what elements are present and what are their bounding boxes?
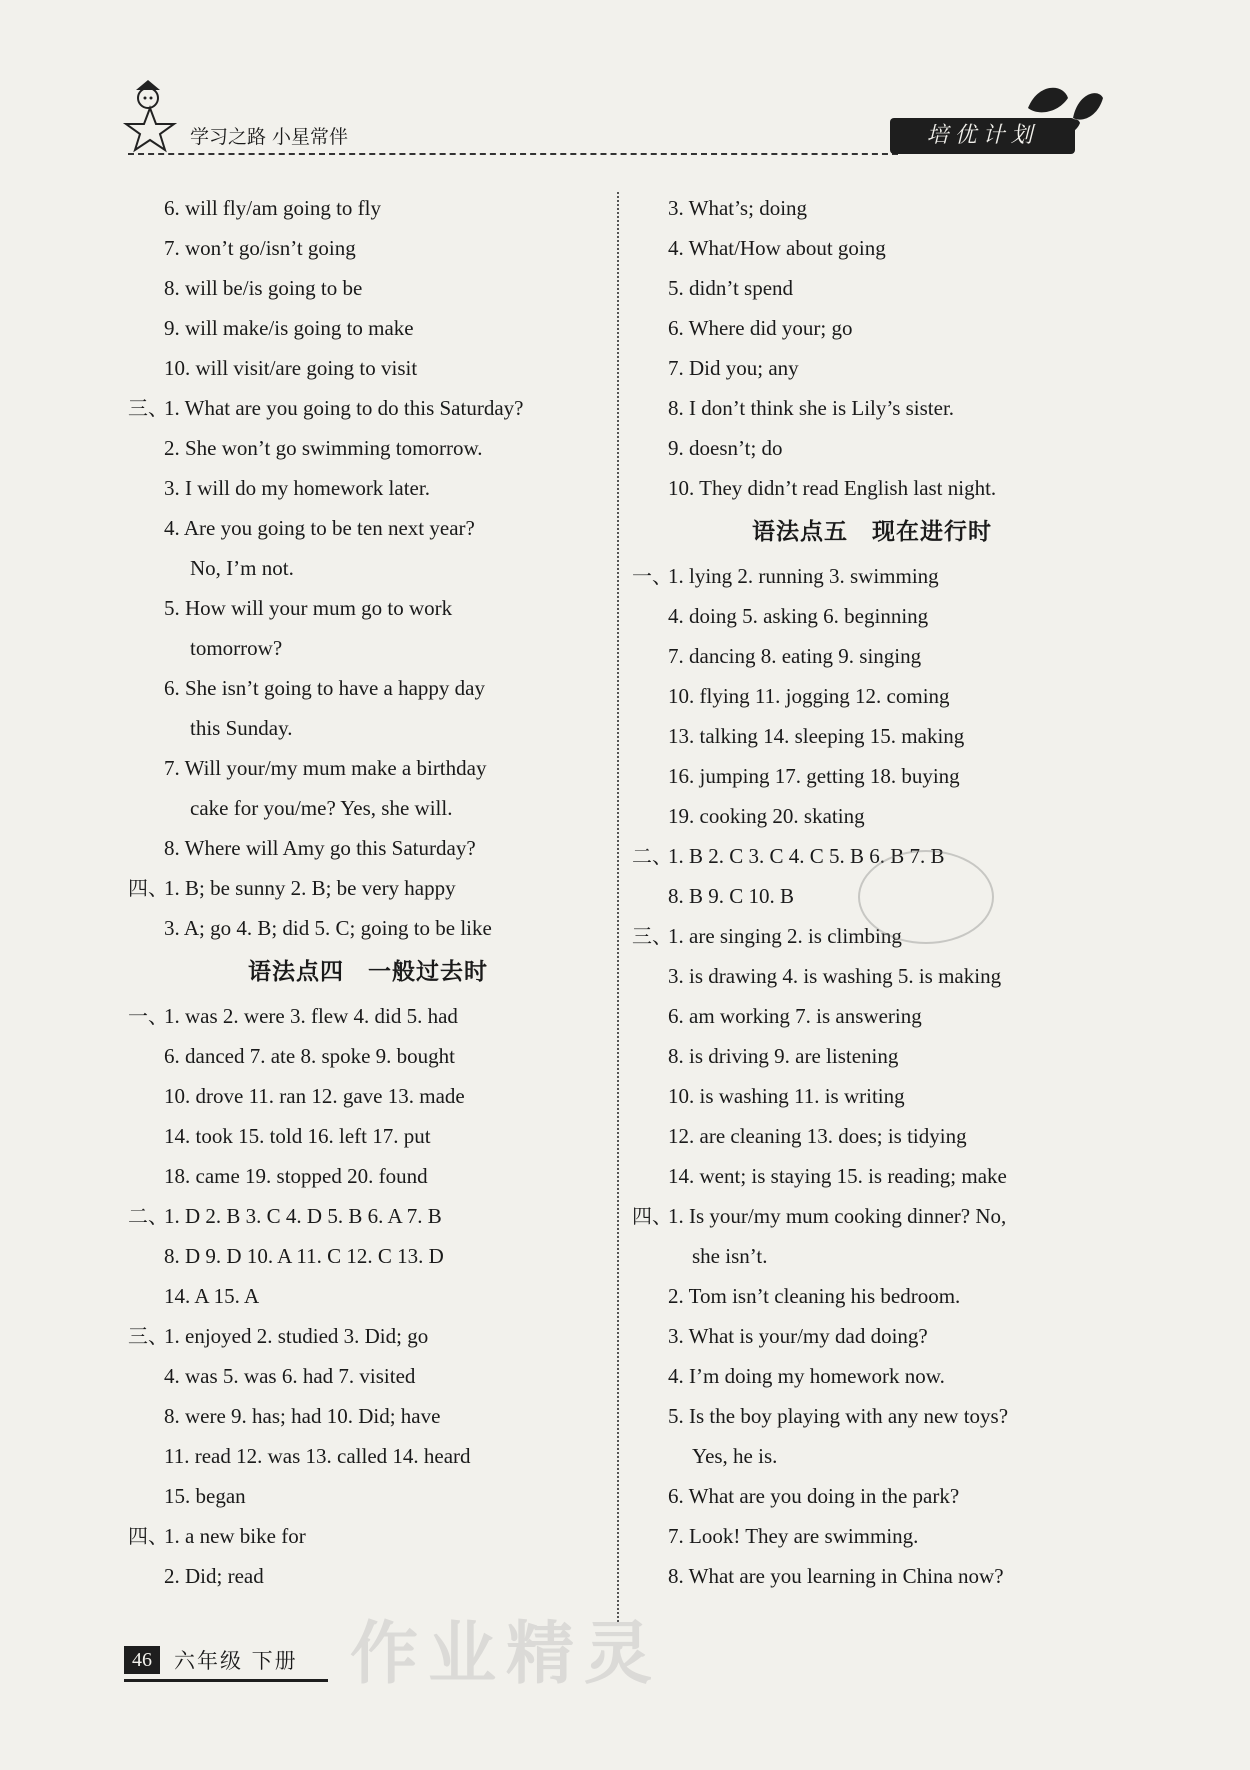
- answer-text: 6. She isn’t going to have a happy day: [164, 676, 485, 700]
- answer-line: [128, 308, 608, 348]
- column-divider: [617, 192, 619, 1622]
- section-marker: 四、: [632, 1204, 672, 1228]
- answer-line: [632, 596, 1112, 636]
- answer-text: 1. B; be sunny 2. B; be very happy: [164, 876, 456, 900]
- answer-line: [632, 1316, 1112, 1356]
- answer-text: 10. will visit/are going to visit: [164, 356, 418, 380]
- answer-text: 8. will be/is going to be: [164, 276, 363, 300]
- answer-line: [632, 1556, 1112, 1596]
- answer-text: Yes, he is.: [692, 1444, 778, 1468]
- answer-text: 1. B 2. C 3. C 4. C 5. B 6. B 7. B: [668, 844, 945, 868]
- answer-line: [632, 756, 1112, 796]
- answer-line: [632, 388, 1112, 428]
- answer-line: [128, 1396, 608, 1436]
- watermark-stamp: [858, 850, 994, 944]
- answer-line: [128, 228, 608, 268]
- section-marker: 一、: [632, 564, 672, 588]
- answer-text: 18. came 19. stopped 20. found: [164, 1164, 428, 1188]
- answer-text: 14. took 15. told 16. left 17. put: [164, 1124, 431, 1148]
- answer-text: 6. will fly/am going to fly: [164, 196, 381, 220]
- answer-text: 4. I’m doing my homework now.: [668, 1364, 945, 1388]
- answer-text: 6. danced 7. ate 8. spoke 9. bought: [164, 1044, 456, 1068]
- answer-line: [632, 1156, 1112, 1196]
- answer-text: 14. A 15. A: [164, 1284, 260, 1308]
- answer-text: 7. Will your/my mum make a birthday: [164, 756, 487, 780]
- answer-text: 1. lying 2. running 3. swimming: [668, 564, 939, 588]
- star-mascot-icon: [118, 78, 188, 153]
- answer-text: 2. She won’t go swimming tomorrow.: [164, 436, 483, 460]
- answer-text: 3. What’s; doing: [668, 196, 808, 220]
- header-title: 学习之路 小星常伴: [190, 126, 349, 148]
- answer-line: [128, 428, 608, 468]
- answer-text: 7. won’t go/isn’t going: [164, 236, 356, 260]
- answer-line: [128, 628, 608, 668]
- answer-text: 1. Is your/my mum cooking dinner? No,: [668, 1204, 1007, 1228]
- answer-line: [128, 1156, 608, 1196]
- answer-text: 1. are singing 2. is climbing: [668, 924, 902, 948]
- answer-line: [632, 1076, 1112, 1116]
- section-marker: 二、: [632, 844, 672, 868]
- page-number: 46: [124, 1646, 160, 1674]
- answer-text: 15. began: [164, 1484, 246, 1508]
- section-title: 语法点四 一般过去时: [248, 959, 488, 985]
- answer-text: 6. What are you doing in the park?: [668, 1484, 960, 1508]
- answer-line: [632, 468, 1112, 508]
- leaves-icon: [1018, 78, 1108, 138]
- answer-line: [632, 796, 1112, 836]
- answer-line: [128, 588, 608, 628]
- answer-text: 9. will make/is going to make: [164, 316, 414, 340]
- answer-text: 5. How will your mum go to work: [164, 596, 453, 620]
- answer-line: [128, 508, 608, 548]
- answer-line: [632, 716, 1112, 756]
- answer-line: [632, 188, 1112, 228]
- answer-line: [128, 188, 608, 228]
- answer-text: tomorrow?: [190, 636, 283, 660]
- answer-text: 14. went; is staying 15. is reading; make: [668, 1164, 1007, 1188]
- answer-text: 4. What/How about going: [668, 236, 886, 260]
- answer-line: [128, 708, 608, 748]
- answer-text: 10. is washing 11. is writing: [668, 1084, 905, 1108]
- page-footer: [124, 1645, 328, 1682]
- answer-text: 4. doing 5. asking 6. beginning: [668, 604, 929, 628]
- answer-line: [632, 1196, 1112, 1236]
- answer-text: 8. is driving 9. are listening: [668, 1044, 899, 1068]
- answer-line: [128, 1436, 608, 1476]
- section-marker: 二、: [128, 1204, 168, 1228]
- answer-text: 8. D 9. D 10. A 11. C 12. C 13. D: [164, 1244, 444, 1268]
- section-marker: 四、: [128, 876, 168, 900]
- section-marker: 一、: [128, 1004, 168, 1028]
- answer-text: No, I’m not.: [190, 556, 294, 580]
- answer-line: [632, 1236, 1112, 1276]
- answer-line: [632, 676, 1112, 716]
- answer-line: [632, 996, 1112, 1036]
- answer-text: 8. What are you learning in China now?: [668, 1564, 1004, 1588]
- answer-text: she isn’t.: [692, 1244, 768, 1268]
- answer-text: 1. enjoyed 2. studied 3. Did; go: [164, 1324, 429, 1348]
- answer-text: 4. Are you going to be ten next year?: [164, 516, 475, 540]
- answer-text: 12. are cleaning 13. does; is tidying: [668, 1124, 967, 1148]
- answer-text: 5. didn’t spend: [668, 276, 794, 300]
- answer-line: [128, 1276, 608, 1316]
- answer-line: [632, 1436, 1112, 1476]
- answer-text: 10. drove 11. ran 12. gave 13. made: [164, 1084, 465, 1108]
- answer-line: [128, 1116, 608, 1156]
- answer-line: [632, 1276, 1112, 1316]
- answer-line: [632, 1476, 1112, 1516]
- answer-line: [128, 1076, 608, 1116]
- answer-line: [632, 1356, 1112, 1396]
- section-marker: 三、: [632, 924, 672, 948]
- answer-text: 8. Where will Amy go this Saturday?: [164, 836, 476, 860]
- answer-text: 6. Where did your; go: [668, 316, 853, 340]
- watermark: 作业精灵: [350, 1615, 663, 1694]
- answer-text: 3. What is your/my dad doing?: [668, 1324, 928, 1348]
- answer-text: 19. cooking 20. skating: [668, 804, 865, 828]
- answer-text: 9. doesn’t; do: [668, 436, 783, 460]
- answer-text: 2. Did; read: [164, 1564, 264, 1588]
- answer-line: [128, 468, 608, 508]
- answer-line: [632, 348, 1112, 388]
- answer-line: [128, 996, 608, 1036]
- answer-text: 1. D 2. B 3. C 4. D 5. B 6. A 7. B: [164, 1204, 442, 1228]
- answer-line: [128, 1316, 608, 1356]
- answer-text: 10. flying 11. jogging 12. coming: [668, 684, 950, 708]
- answer-text: 3. is drawing 4. is washing 5. is making: [668, 964, 1002, 988]
- answer-text: 10. They didn’t read English last night.: [668, 476, 997, 500]
- answer-line: [128, 1476, 608, 1516]
- section-marker: 四、: [128, 1524, 168, 1548]
- answer-text: 7. dancing 8. eating 9. singing: [668, 644, 922, 668]
- answer-line: [632, 956, 1112, 996]
- answer-text: 1. was 2. were 3. flew 4. did 5. had: [164, 1004, 458, 1028]
- answer-line: [128, 388, 608, 428]
- answer-line: [128, 1516, 608, 1556]
- answer-line: [632, 428, 1112, 468]
- answer-line: [128, 268, 608, 308]
- section-marker: 三、: [128, 396, 168, 420]
- answer-text: 1. a new bike for: [164, 1524, 306, 1548]
- header-rule: [128, 153, 898, 155]
- answer-line: [632, 1516, 1112, 1556]
- section-marker: 三、: [128, 1324, 168, 1348]
- answer-text: this Sunday.: [190, 716, 293, 740]
- answer-line: [632, 308, 1112, 348]
- answer-line: [128, 548, 608, 588]
- answer-line: [632, 1116, 1112, 1156]
- answer-line: [128, 748, 608, 788]
- answer-text: 3. A; go 4. B; did 5. C; going to be like: [164, 916, 492, 940]
- answer-line: [632, 556, 1112, 596]
- answer-line: [128, 1556, 608, 1596]
- answer-text: 13. talking 14. sleeping 15. making: [668, 724, 965, 748]
- answer-line: [128, 1196, 608, 1236]
- answer-text: 2. Tom isn’t cleaning his bedroom.: [668, 1284, 961, 1308]
- answer-line: [128, 668, 608, 708]
- answer-line: [128, 868, 608, 908]
- answer-text: 8. I don’t think she is Lily’s sister.: [668, 396, 955, 420]
- grade-label: 六年级 下册: [174, 1649, 298, 1673]
- answer-line: [128, 1356, 608, 1396]
- answer-text: 8. were 9. has; had 10. Did; have: [164, 1404, 441, 1428]
- answer-line: [632, 228, 1112, 268]
- footer-rule: [124, 1679, 328, 1682]
- left-column: [128, 188, 608, 1596]
- answer-text: 8. B 9. C 10. B: [668, 884, 795, 908]
- answer-line: [632, 636, 1112, 676]
- answer-text: 5. Is the boy playing with any new toys?: [668, 1404, 1009, 1428]
- answer-line: [128, 1236, 608, 1276]
- section-title: 语法点五 现在进行时: [752, 519, 992, 545]
- brand-label: 培优计划: [890, 118, 1075, 154]
- answer-text: 7. Did you; any: [668, 356, 799, 380]
- answer-line: [128, 1036, 608, 1076]
- answer-text: cake for you/me? Yes, she will.: [190, 796, 453, 820]
- answer-line: [632, 268, 1112, 308]
- answer-text: 1. What are you going to do this Saturday?: [164, 396, 524, 420]
- answer-line: [632, 1036, 1112, 1076]
- page-header: [118, 78, 1108, 158]
- answer-text: 7. Look! They are swimming.: [668, 1524, 919, 1548]
- answer-line: [632, 1396, 1112, 1436]
- answer-line: [128, 908, 608, 948]
- answer-text: 11. read 12. was 13. called 14. heard: [164, 1444, 471, 1468]
- answer-text: 4. was 5. was 6. had 7. visited: [164, 1364, 416, 1388]
- answer-text: 3. I will do my homework later.: [164, 476, 430, 500]
- answer-text: 6. am working 7. is answering: [668, 1004, 922, 1028]
- answer-line: [128, 828, 608, 868]
- answer-line: [128, 348, 608, 388]
- answer-line: [128, 788, 608, 828]
- answer-text: 16. jumping 17. getting 18. buying: [668, 764, 960, 788]
